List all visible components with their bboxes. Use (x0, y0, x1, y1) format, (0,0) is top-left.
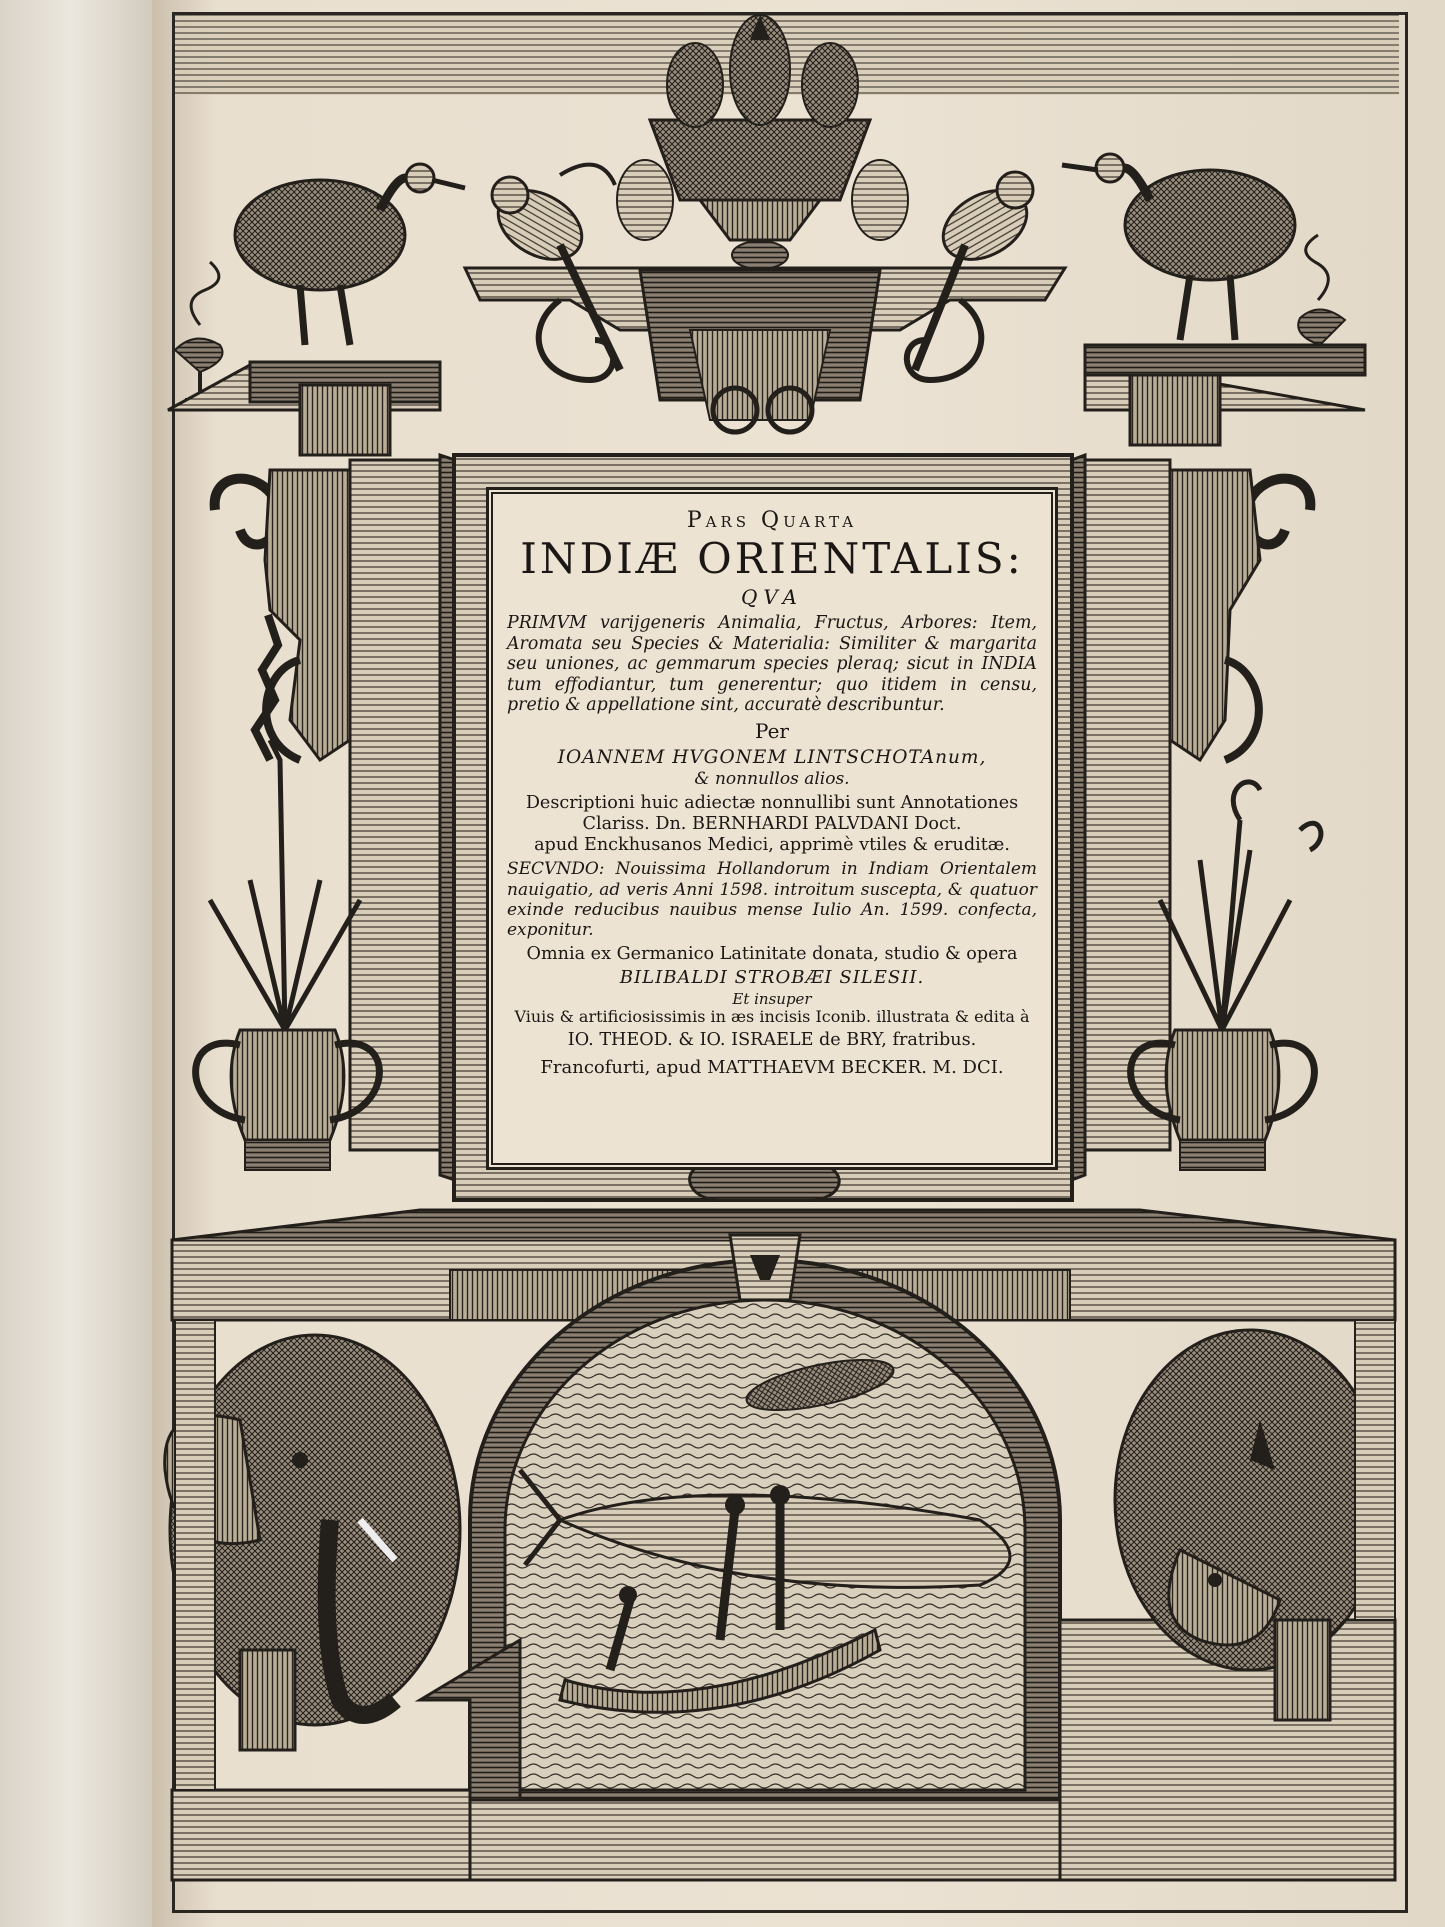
annotations-note-continued: apud Enckhusanos Medici, apprimè vtiles & eruditæ. (534, 834, 1010, 855)
translation-note: Omnia ex Germanico Latinitate donata, studio & opera (526, 943, 1018, 964)
author-addendum: & nonnullos alios. (694, 769, 850, 790)
second-part-description: SECVNDO: Nouissima Hollandorum in Indiam Orientalem nauigatio, ad veris Anni 1598. introitum suscepta, & quatuor exinde reducibus nauibus mense Iulio An. 1599. confecta, exponitur. (507, 859, 1037, 940)
imprint-line: Francofurti, apud MATTHAEVM BECKER. M. DCI. (540, 1056, 1004, 1078)
incense-lamp-icon (175, 262, 223, 400)
title-line-et-insuper: Et insuper (732, 989, 812, 1008)
illustration-note: Viuis & artificiosissimis in æs incisis Iconib. illustrata & edita à (514, 1007, 1030, 1027)
contents-description: PRIMVM varijgeneris Animalia, Fructus, Arbores: Item, Aromata seu Species & Materialia: Similiter & margarita seu uniones, ac gemmarum species pleraq; sicut in INDIA tum effodiantur, tum generentur; quo itidem in censu, pretio & appellatione sint, accuratè describuntur. (507, 613, 1037, 716)
main-title: INDIÆ ORIENTALIS: (520, 533, 1024, 583)
cassowary-icon (1062, 154, 1295, 340)
title-line-qua: QVA (741, 584, 803, 609)
annotations-note: Descriptioni huic adiectæ nonnullibi sunt Annotationes Clariss. Dn. BERNHARDI PALVDANI Doct. (525, 793, 1019, 834)
title-text-panel (486, 487, 1058, 1170)
publishers-names: IO. THEOD. & IO. ISRAELE de BRY, fratribus. (567, 1030, 977, 1051)
author-name: IOANNEM HVGONEM LINTSCHOTAnum, (557, 747, 987, 769)
title-line-part: Pars Quarta (686, 508, 858, 533)
cassowary-icon (235, 164, 465, 345)
translator-name: BILIBALDI STROBÆI SILESII. (619, 967, 925, 989)
title-line-per: Per (755, 718, 789, 743)
